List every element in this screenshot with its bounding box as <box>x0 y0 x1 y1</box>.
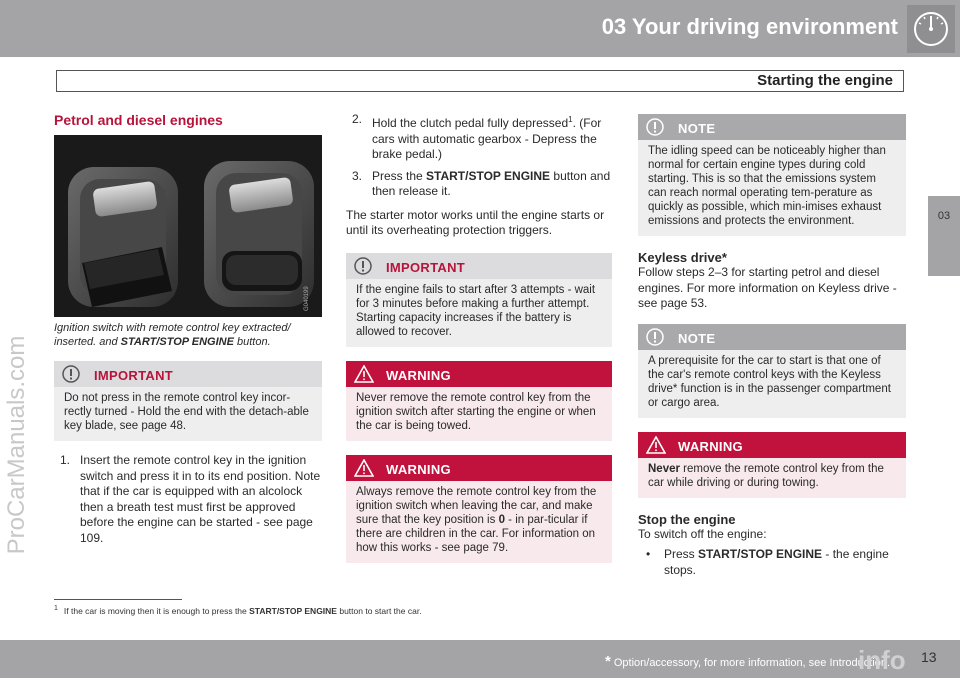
step-3: 3. Press the START/STOP ENGINE button and then release it. <box>352 168 611 198</box>
important-box <box>54 361 322 441</box>
warning-triangle-icon <box>354 459 372 477</box>
starter-motor-text: The starter motor works until the engine starts or until its overheating protection triggers. <box>346 207 605 237</box>
warning-box-1 <box>346 361 612 441</box>
photo-code: G040199 <box>304 286 310 311</box>
stop-engine-heading: Stop the engine <box>638 511 736 527</box>
important-icon <box>62 365 80 383</box>
column-2 <box>346 112 612 563</box>
note-label: NOTE <box>678 121 716 136</box>
warning-label: WARNING <box>678 438 743 454</box>
stop-engine-intro: To switch off the engine: <box>638 526 767 541</box>
note-box-2 <box>638 324 906 418</box>
page-number: 13 <box>921 649 937 665</box>
gauge-icon <box>907 5 955 53</box>
watermark-left <box>2 225 32 665</box>
photo-caption: Ignition switch with remote control key extracted/ inserted. and START/STOP ENGINE button. <box>54 322 291 348</box>
footer-note: * Option/accessory, for more information, see Introduction. <box>604 653 890 670</box>
chapter-title: 03 Your driving environment <box>601 14 898 39</box>
warning-box-2 <box>346 455 612 563</box>
important-icon <box>354 257 372 275</box>
watermark-left-text: ProCarManuals.com <box>3 335 30 555</box>
step-2: 2. Hold the clutch pedal fully depressed$^1$. (For cars with automatic gearbox - Depress the brake pedal.) <box>352 112 602 161</box>
warning-label: WARNING <box>386 461 451 477</box>
warning-box-3 <box>638 432 906 498</box>
warning-triangle-icon <box>354 365 372 383</box>
footnote-rule <box>54 599 182 600</box>
warning-text: Never remove the remote control key from the car while driving or during towing. <box>638 458 906 498</box>
important-label: IMPORTANT <box>94 368 174 383</box>
note-label: NOTE <box>678 330 716 346</box>
warning-text: Always remove the remote control key from the ignition switch when leaving the car, and make sure that the key position is 0 - in par-ticular if there are children in the car. For information on how this works - see page 79. <box>346 481 612 563</box>
important-box-2 <box>346 253 612 347</box>
info-icon <box>646 328 664 346</box>
note-box-1 <box>638 114 906 236</box>
column-1 <box>54 112 322 546</box>
important-text: If the engine fails to start after 3 attempts - wait for 3 minutes before making a further attempt. Starting capacity increases if the battery is allowed to recover. <box>346 279 612 347</box>
important-text: Do not press in the remote control key incor-rectly turned - Hold the end with the detach-able key blade, see page 48. <box>54 387 322 441</box>
note-text: A prerequisite for the car to start is that one of the car's remote control keys with the Keyless drive* function is in the passenger compartment or cargo area. <box>638 350 906 418</box>
ignition-switch-photo <box>54 135 322 317</box>
header-band <box>0 0 960 57</box>
step-1: 1. Insert the remote control key in the ignition switch and press it in to its end position. Note that if the car is equipped with an alcolock then a breath test must first be approved before the engine can be started - see page 109. <box>60 453 321 545</box>
column-3 <box>638 112 906 578</box>
section-heading: Petrol and diesel engines <box>54 112 223 128</box>
footnote: $^1$ If the car is moving then it is enough to press the START/STOP ENGINE button to start the car. <box>54 605 422 616</box>
info-icon <box>646 118 664 136</box>
warning-triangle-icon <box>646 436 664 454</box>
keyless-heading: Keyless drive* <box>638 250 727 265</box>
section-bar <box>56 70 904 92</box>
side-tab-label: 03 <box>937 210 951 222</box>
section-title: Starting the engine <box>757 72 893 89</box>
keyless-text: Follow steps 2–3 for starting petrol and diesel engines. For more information on Keyless drive - see page 53. <box>638 265 897 310</box>
chapter-side-tab <box>928 196 960 276</box>
stop-engine-bullet: • Press START/STOP ENGINE - the engine stops. <box>646 547 889 577</box>
warning-label: WARNING <box>386 367 451 383</box>
watermark-right: info <box>858 645 906 675</box>
warning-text: Never remove the remote control key from the ignition switch after starting the engine or when the car is being towed. <box>346 387 612 441</box>
footer-band <box>0 640 960 678</box>
important-label: IMPORTANT <box>386 259 466 275</box>
note-text: The idling speed can be noticeably higher than normal for certain engine types during cold starting. This is so that the emissions system can reach normal operating tem-perature as quickly as possible, which min-imises exhaust emissions and protects the environment. <box>638 140 906 236</box>
